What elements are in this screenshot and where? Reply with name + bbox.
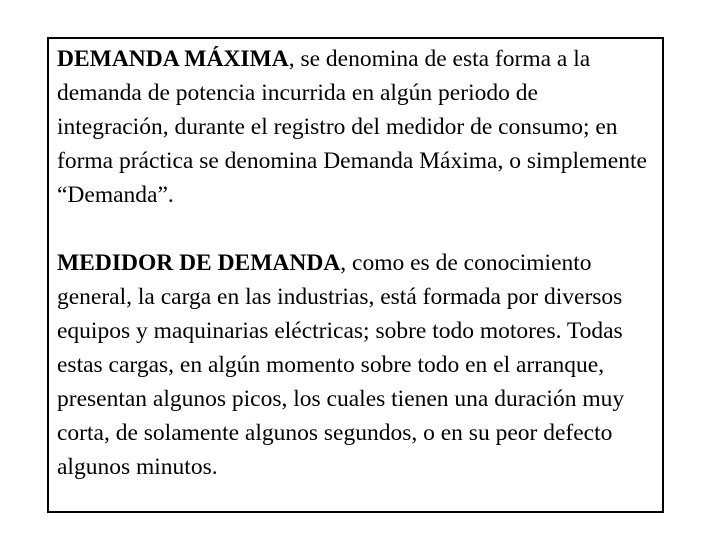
paragraph-demanda-maxima [57, 42, 654, 212]
definition-text-box [47, 37, 664, 513]
definition-demanda-maxima: , se denomina de esta forma a la demanda de potencia incurrida en algún periodo de integración, durante el registro del medidor de consumo; en forma práctica se denomina Demanda Máxima, o simplemente “Demanda”. [57, 46, 647, 208]
term-medidor-de-demanda: MEDIDOR DE DEMANDA [57, 250, 341, 276]
term-demanda-maxima: DEMANDA MÁXIMA [57, 46, 289, 72]
paragraph-medidor-de-demanda [57, 246, 654, 484]
definition-medidor-de-demanda: , como es de conocimiento general, la carga en las industrias, está formada por diversos equipos y maquinarias eléctricas; sobre todo motores. Todas estas cargas, en algún momento sobre todo en el arranque, presentan algunos picos, los cuales tienen una duración muy corta, de solamente algunos segundos, o en su peor defecto algunos minutos. [57, 250, 625, 480]
